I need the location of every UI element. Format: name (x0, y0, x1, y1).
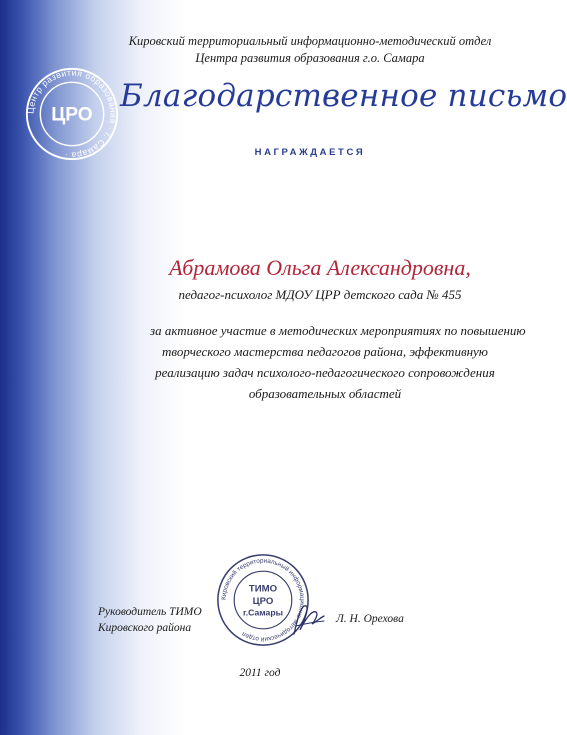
signatory-role-line-2: Кировского района (98, 622, 192, 634)
signatory-role (98, 604, 202, 636)
issuer-header (120, 33, 500, 67)
signatory-name: Л. Н. Орехова (336, 613, 404, 625)
reason-line-4: образовательных областей (248, 386, 402, 401)
stamp-ring-text: Кировский территориальный информационно-методический отдел (220, 557, 306, 643)
award-reason (150, 320, 526, 404)
signatory-role-line-1: Руководитель ТИМО (98, 606, 202, 618)
certificate-title: Благодарственное письмо (120, 78, 567, 114)
reason-line-2: творческого мастерства педагогов района, эффективную (162, 344, 488, 359)
stamp-line-2: ЦРО (252, 595, 274, 607)
recipient-name: Абрамова Ольга Александровна, (169, 255, 471, 280)
handwritten-signature (288, 596, 328, 640)
reason-line-1: за активное участие в методических мероприятиях по повышению (150, 323, 526, 338)
cro-logo (24, 66, 120, 162)
issuer-line-1: Кировский территориальный информационно-методический отдел (128, 34, 492, 48)
awarded-label: НАГРАЖДАЕТСЯ (254, 147, 366, 158)
logo-center-text: ЦРО (51, 104, 93, 126)
stamp-line-1: ТИМО (248, 583, 278, 595)
issue-year: 2011 год (239, 667, 281, 679)
issuer-line-2: Центра развития образования г.о. Самара (195, 51, 425, 65)
stamp-line-3: г.Самары (243, 607, 283, 618)
reason-line-3: реализацию задач психолого-педагогического сопровождения (155, 365, 495, 380)
recipient-position: педагог-психолог МДОУ ЦРР детского сада № 455 (178, 287, 462, 302)
logo-ring-text: Центр развития образования · г. Самара · (25, 67, 119, 161)
